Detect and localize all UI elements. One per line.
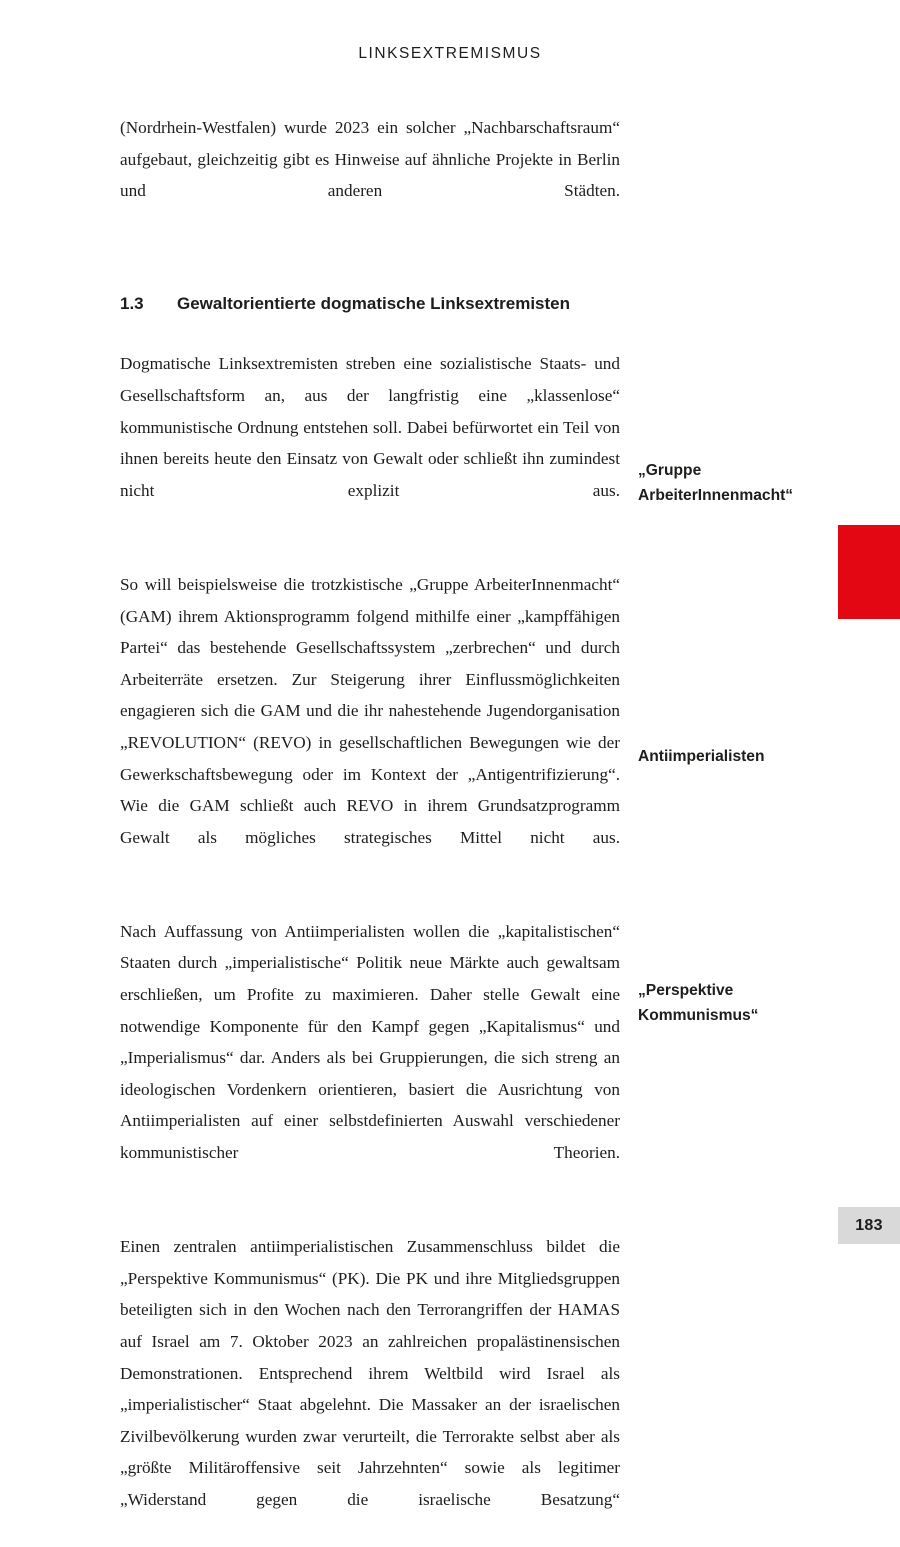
main-text-column bbox=[120, 112, 620, 1547]
margin-note-line-2: Kommunismus“ bbox=[638, 1007, 759, 1024]
paragraph-gruppe-arbeiterinnenmacht: So will beispielsweise die trotzkistische „Gruppe ArbeiterInnenmacht“ (GAM) ihrem Aktionsprogramm folgend mithilfe einer „kampffähigen Partei“ das bestehende Gesellschaftssystem „zerbrechen“ und durch Arbeiterräte ersetzen. Zur Steigerung ihrer Einflussmöglichkeiten engagieren sich die GAM und die ihr nahestehende Jugendorganisation „REVOLUTION“ (REVO) in gesellschaftlichen Bewegungen wie der Gewerkschaftsbewegung oder im Kontext der „Antigentrifizierung“. Wie die GAM schließt auch REVO in ihrem Grundsatzprogramm Gewalt als mögliches strategisches Mittel nicht aus. bbox=[120, 574, 620, 847]
page-number-box bbox=[838, 1207, 900, 1244]
section-number: 1.3 bbox=[120, 294, 144, 314]
running-head: LINKSEXTREMISMUS bbox=[358, 45, 542, 62]
margin-note-line-2: ArbeiterInnenmacht“ bbox=[638, 487, 794, 504]
margin-note-gruppe-arbeiterinnenmacht bbox=[638, 458, 853, 508]
paragraph-perspektive-kommunismus: Einen zentralen antiimperialistischen Zusammenschluss bildet die „Perspektive Kommunismus“ (PK). Die PK und ihre Mitgliedsgruppen beteiligten sich in den Wochen nach den Terrorangriffen der HAMAS auf Israel am 7. Oktober 2023 an zahlreichen propalästinensischen Demonstrationen. Entsprechend ihrem Weltbild wird Israel als „imperialistischer“ Staat abgelehnt. Die Massaker an der israelischen Zivilbevölkerung wurden zwar verurteilt, die Terrorakte selbst aber als „größte Militäroffensive seit Jahrzehnten“ sowie als legitimer „Widerstand gegen die israelische Besatzung“ bbox=[120, 1237, 620, 1509]
chapter-edge-tab bbox=[838, 525, 900, 619]
margin-note-line-1: Antiimperialisten bbox=[638, 748, 765, 765]
margin-note-perspektive-kommunismus bbox=[638, 978, 853, 1028]
margin-note-line-1: „Perspektive bbox=[638, 982, 734, 999]
paragraph-dogmatische-linksextremisten: Dogmatische Linksextremisten streben eine sozialistische Staats- und Gesellschaftsform an, aus der langfristig eine „klassenlose“ kommunistische Ordnung entstehen soll. Dabei befürwortet ein Teil von ihnen bereits heute den Einsatz von Gewalt oder schließt ihn zumindest nicht explizit aus. bbox=[120, 354, 620, 500]
margin-note-line-1: „Gruppe bbox=[638, 462, 702, 479]
margin-note-antiimperialisten bbox=[638, 744, 853, 769]
page-number: 183 bbox=[855, 1216, 883, 1234]
section-heading bbox=[120, 294, 620, 314]
section-title: Gewaltorientierte dogmatische Linksextremisten bbox=[177, 294, 571, 314]
paragraph-antiimperialisten: Nach Auffassung von Antiimperialisten wollen die „kapitalistischen“ Staaten durch „imperialistische“ Politik neue Märkte auch gewaltsam erschließen, um Profite zu maximieren. Daher stelle Gewalt eine notwendige Komponente für den Kampf gegen „Kapitalismus“ und „Imperialismus“ dar. Anders als bei Gruppierungen, die sich streng an ideologischen Vordenkern orientieren, basiert die Ausrichtung von Antiimperialisten auf einer selbstdefinierten Auswahl verschiedener kommunistischer Theorien. bbox=[120, 921, 620, 1163]
paragraph-nachbarschaftsraum: (Nordrhein-Westfalen) wurde 2023 ein solcher „Nachbarschaftsraum“ aufgebaut, gleichzeitig gibt es Hinweise auf ähnliche Projekte in Berlin und anderen Städten. bbox=[120, 118, 620, 201]
